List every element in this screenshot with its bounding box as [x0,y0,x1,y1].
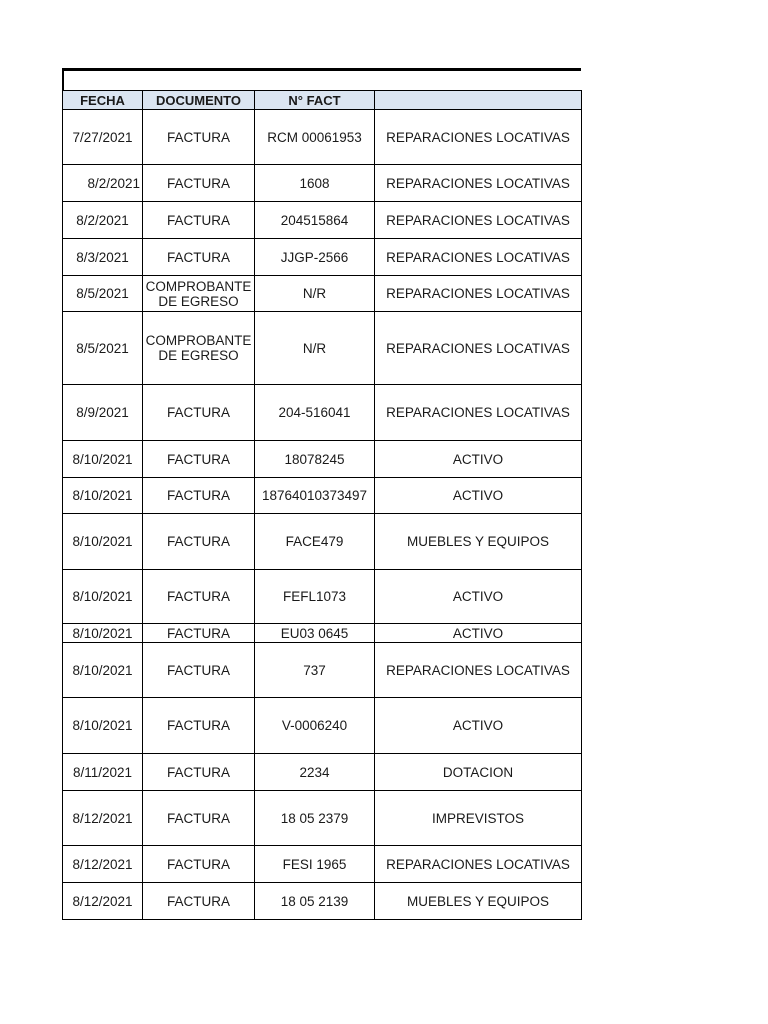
table-row [63,239,582,276]
cell-concepto[interactable]: ACTIVO [375,478,582,514]
cell-concepto[interactable]: REPARACIONES LOCATIVAS [375,385,582,441]
cell-concepto[interactable]: REPARACIONES LOCATIVAS [375,239,582,276]
cell-nfact[interactable]: FACE479 [255,514,375,570]
cell-nfact[interactable]: FESI 1965 [255,846,375,883]
cell-concepto[interactable]: REPARACIONES LOCATIVAS [375,312,582,385]
cell-concepto[interactable]: DOTACION [375,754,582,791]
table-row [63,276,582,312]
cell-fecha[interactable]: 8/12/2021 [63,883,143,920]
cell-documento[interactable]: FACTURA [143,110,255,165]
cell-documento[interactable]: FACTURA [143,570,255,624]
cell-documento[interactable]: COMPROBANTE DE EGRESO [143,312,255,385]
table-row [63,643,582,698]
cell-fecha[interactable]: 8/2/2021 [63,202,143,239]
cell-nfact[interactable]: V-0006240 [255,698,375,754]
cell-documento[interactable]: COMPROBANTE DE EGRESO [143,276,255,312]
cell-documento[interactable]: FACTURA [143,514,255,570]
cell-fecha[interactable]: 8/10/2021 [63,441,143,478]
cell-nfact[interactable]: 18078245 [255,441,375,478]
cell-nfact[interactable]: 737 [255,643,375,698]
table-row [63,312,582,385]
cell-documento[interactable]: FACTURA [143,698,255,754]
cell-fecha[interactable]: 8/5/2021 [63,312,143,385]
cell-documento[interactable]: FACTURA [143,883,255,920]
cell-concepto[interactable]: ACTIVO [375,698,582,754]
cell-documento[interactable]: FACTURA [143,239,255,276]
table-row [63,846,582,883]
cell-fecha[interactable]: 8/10/2021 [63,514,143,570]
expense-table [62,90,582,920]
cell-fecha[interactable]: 7/27/2021 [63,110,143,165]
blank-title-row[interactable] [62,71,581,90]
cell-nfact[interactable]: FEFL1073 [255,570,375,624]
cell-concepto[interactable]: MUEBLES Y EQUIPOS [375,514,582,570]
cell-fecha[interactable]: 8/2/2021 [63,165,143,202]
cell-nfact[interactable]: N/R [255,312,375,385]
header-fecha[interactable]: FECHA [63,91,143,110]
cell-nfact[interactable]: RCM 00061953 [255,110,375,165]
header-documento[interactable]: DOCUMENTO [143,91,255,110]
table-row [63,570,582,624]
header-row [63,91,582,110]
cell-nfact[interactable]: 18 05 2139 [255,883,375,920]
spreadsheet [62,68,581,920]
cell-fecha[interactable]: 8/10/2021 [63,570,143,624]
cell-concepto[interactable]: ACTIVO [375,624,582,643]
cell-nfact[interactable]: 18764010373497 [255,478,375,514]
cell-nfact[interactable]: 18 05 2379 [255,791,375,846]
cell-nfact[interactable]: EU03 0645 [255,624,375,643]
cell-concepto[interactable]: REPARACIONES LOCATIVAS [375,202,582,239]
cell-fecha[interactable]: 8/5/2021 [63,276,143,312]
header-nfact[interactable]: N° FACT [255,91,375,110]
cell-documento[interactable]: FACTURA [143,754,255,791]
table-row [63,698,582,754]
cell-concepto[interactable]: MUEBLES Y EQUIPOS [375,883,582,920]
table-row [63,883,582,920]
cell-fecha[interactable]: 8/10/2021 [63,478,143,514]
cell-fecha[interactable]: 8/12/2021 [63,791,143,846]
cell-nfact[interactable]: 2234 [255,754,375,791]
cell-nfact[interactable]: JJGP-2566 [255,239,375,276]
table-row [63,110,582,165]
cell-concepto[interactable]: REPARACIONES LOCATIVAS [375,165,582,202]
cell-documento[interactable]: FACTURA [143,441,255,478]
cell-concepto[interactable]: IMPREVISTOS [375,791,582,846]
table-row [63,514,582,570]
cell-concepto[interactable]: REPARACIONES LOCATIVAS [375,643,582,698]
cell-fecha[interactable]: 8/10/2021 [63,698,143,754]
cell-documento[interactable]: FACTURA [143,624,255,643]
table-row [63,754,582,791]
cell-nfact[interactable]: N/R [255,276,375,312]
cell-nfact[interactable]: 1608 [255,165,375,202]
cell-nfact[interactable]: 204515864 [255,202,375,239]
cell-fecha[interactable]: 8/11/2021 [63,754,143,791]
cell-documento[interactable]: FACTURA [143,791,255,846]
cell-fecha[interactable]: 8/9/2021 [63,385,143,441]
cell-documento[interactable]: FACTURA [143,478,255,514]
table-row [63,202,582,239]
table-row [63,165,582,202]
cell-fecha[interactable]: 8/10/2021 [63,624,143,643]
cell-concepto[interactable]: ACTIVO [375,441,582,478]
cell-concepto[interactable]: REPARACIONES LOCATIVAS [375,846,582,883]
cell-nfact[interactable]: 204-516041 [255,385,375,441]
cell-fecha[interactable]: 8/10/2021 [63,643,143,698]
cell-documento[interactable]: FACTURA [143,385,255,441]
cell-documento[interactable]: FACTURA [143,846,255,883]
table-row [63,624,582,643]
header-concepto[interactable] [375,91,582,110]
cell-documento[interactable]: FACTURA [143,643,255,698]
cell-concepto[interactable]: ACTIVO [375,570,582,624]
cell-concepto[interactable]: REPARACIONES LOCATIVAS [375,110,582,165]
cell-concepto[interactable]: REPARACIONES LOCATIVAS [375,276,582,312]
table-row [63,478,582,514]
cell-documento[interactable]: FACTURA [143,165,255,202]
cell-fecha[interactable]: 8/3/2021 [63,239,143,276]
table-row [63,441,582,478]
table-row [63,791,582,846]
cell-fecha[interactable]: 8/12/2021 [63,846,143,883]
cell-documento[interactable]: FACTURA [143,202,255,239]
table-row [63,385,582,441]
